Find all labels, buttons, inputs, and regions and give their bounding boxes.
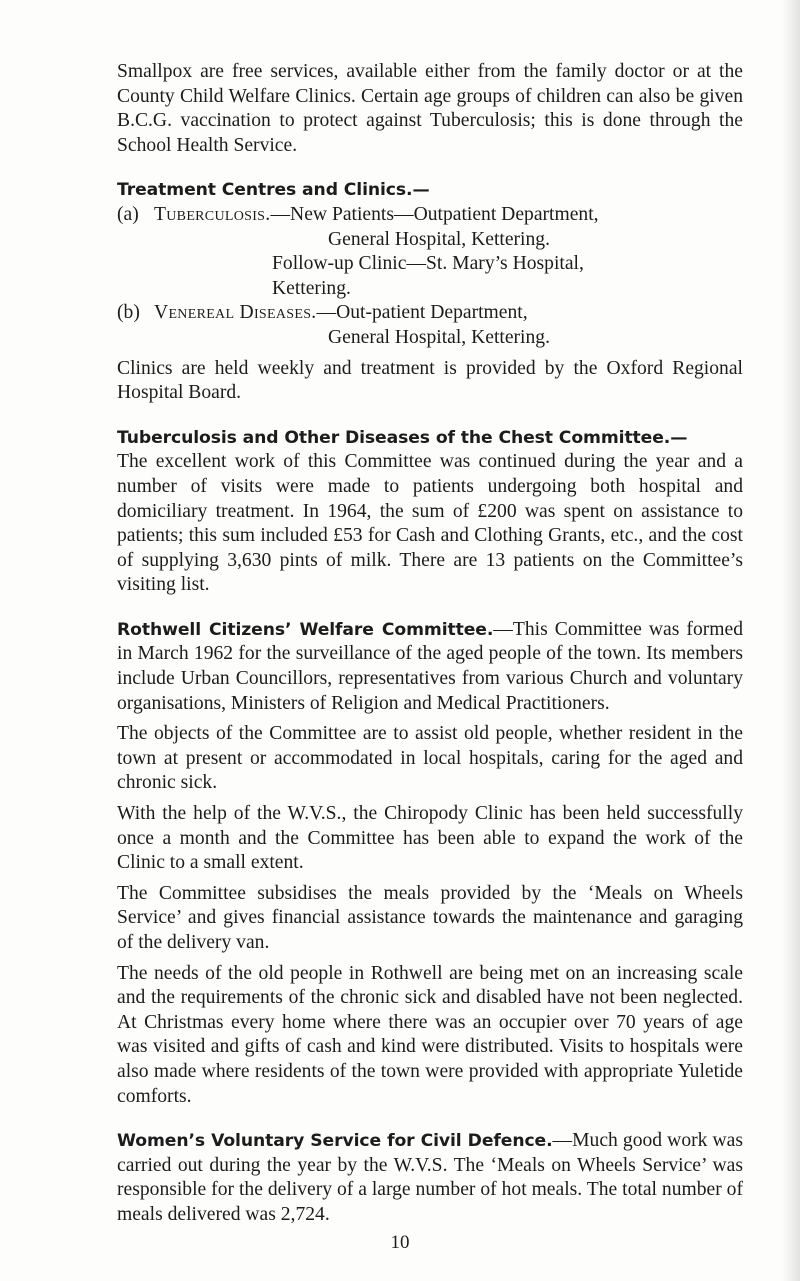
treatment-heading-text: Treatment Centres and Clinics.— — [117, 180, 430, 201]
rothwell-body-1: —This Committee was formed in March 1962 for the surveillance of the aged people of the town. Its members include Urban Councillors, representatives from various Church and voluntary organisations, Ministers of Religion and Medical Practitioners. — [117, 618, 743, 714]
treatment-item-b-line1 — [154, 301, 743, 326]
treatment-item-a-line3: Follow-up Clinic—St. Mary’s Hospital, — [272, 253, 584, 275]
chest-committee-heading — [117, 426, 743, 451]
rothwell-heading: Rothwell Citizens’ Welfare Committee. — [117, 619, 494, 640]
treatment-item-b — [117, 301, 743, 326]
rothwell-paragraph-3: With the help of the W.V.S., the Chiropody Clinic has been held successfully once a month and the Committee has been able to expand the work of the Clinic to a small extent. — [117, 803, 743, 874]
chest-committee-paragraph: The excellent work of this Committee was continued during the year and a number of visits were made to patients undergoing both hospital and domiciliary treatment. In 1964, the sum of £200 was spent on assistance to patients; this sum included £53 for Cash and Clothing Grants, etc., and the cost of supplying 3,630 pints of milk. There are 13 patients on the Committee’s visiting list. — [117, 451, 743, 596]
treatment-item-a — [117, 203, 743, 228]
wvs-paragraph — [117, 1129, 743, 1227]
treatment-item-a-line2: General Hospital, Kettering. — [328, 228, 550, 250]
rothwell-paragraph-1 — [117, 618, 743, 716]
tuberculosis-text: —New Patients—Outpatient Department, — [270, 203, 599, 225]
page-text-column — [117, 60, 743, 1228]
intro-paragraph: Smallpox are free services, available either from the family doctor or at the County Child Welfare Clinics. Certain age groups of children can also be given B.C.G. vaccination to protect against Tuberculosis; this is done through the School Health Service. — [117, 61, 743, 156]
rothwell-paragraph-4: The Committee subsidises the meals provided by the ‘Meals on Wheels Service’ and gives financial assistance towards the maintenance and garaging of the delivery van. — [117, 882, 743, 953]
tuberculosis-title: Tuberculosis. — [154, 203, 271, 225]
treatment-item-b-label: (b) — [117, 302, 140, 324]
treatment-item-b-line2: General Hospital, Kettering. — [328, 326, 550, 348]
chest-committee-heading-text: Tuberculosis and Other Diseases of the Chest Committee.— — [117, 427, 688, 448]
venereal-diseases-text: —Out-patient Department, — [316, 302, 528, 324]
venereal-diseases-title: Venereal Diseases. — [154, 302, 317, 324]
treatment-heading — [117, 178, 743, 203]
rothwell-paragraph-2: The objects of the Committee are to assist old people, whether resident in the town at present or accommodated in local hospitals, caring for the aged and chronic sick. — [117, 723, 743, 794]
wvs-body: —Much good work was carried out during the year by the W.V.S. The ‘Meals on Wheels Service’ was responsible for the delivery of a large number of hot meals. The total number of meals delivered was 2,724. — [117, 1130, 743, 1225]
treatment-item-a-line4: Kettering. — [272, 277, 351, 299]
treatment-item-a-label: (a) — [117, 203, 139, 225]
treatment-item-a-line1 — [154, 203, 743, 228]
wvs-heading: Women’s Voluntary Service for Civil Defence. — [117, 1131, 553, 1152]
rothwell-paragraph-5: The needs of the old people in Rothwell are being met on an increasing scale and the requirements of the chronic sick and disabled have not been neglected. At Christmas every home where there was an occupier over 70 years of age was visited and gifts of cash and kind were distributed. Visits to hospitals were also made where residents of the town were provided with appropriate Yuletide comforts. — [117, 962, 743, 1107]
treatment-note: Clinics are held weekly and treatment is provided by the Oxford Regional Hospital Board. — [117, 357, 743, 404]
page-edge-shadow — [782, 0, 800, 1281]
page-number: 10 — [390, 1232, 410, 1253]
